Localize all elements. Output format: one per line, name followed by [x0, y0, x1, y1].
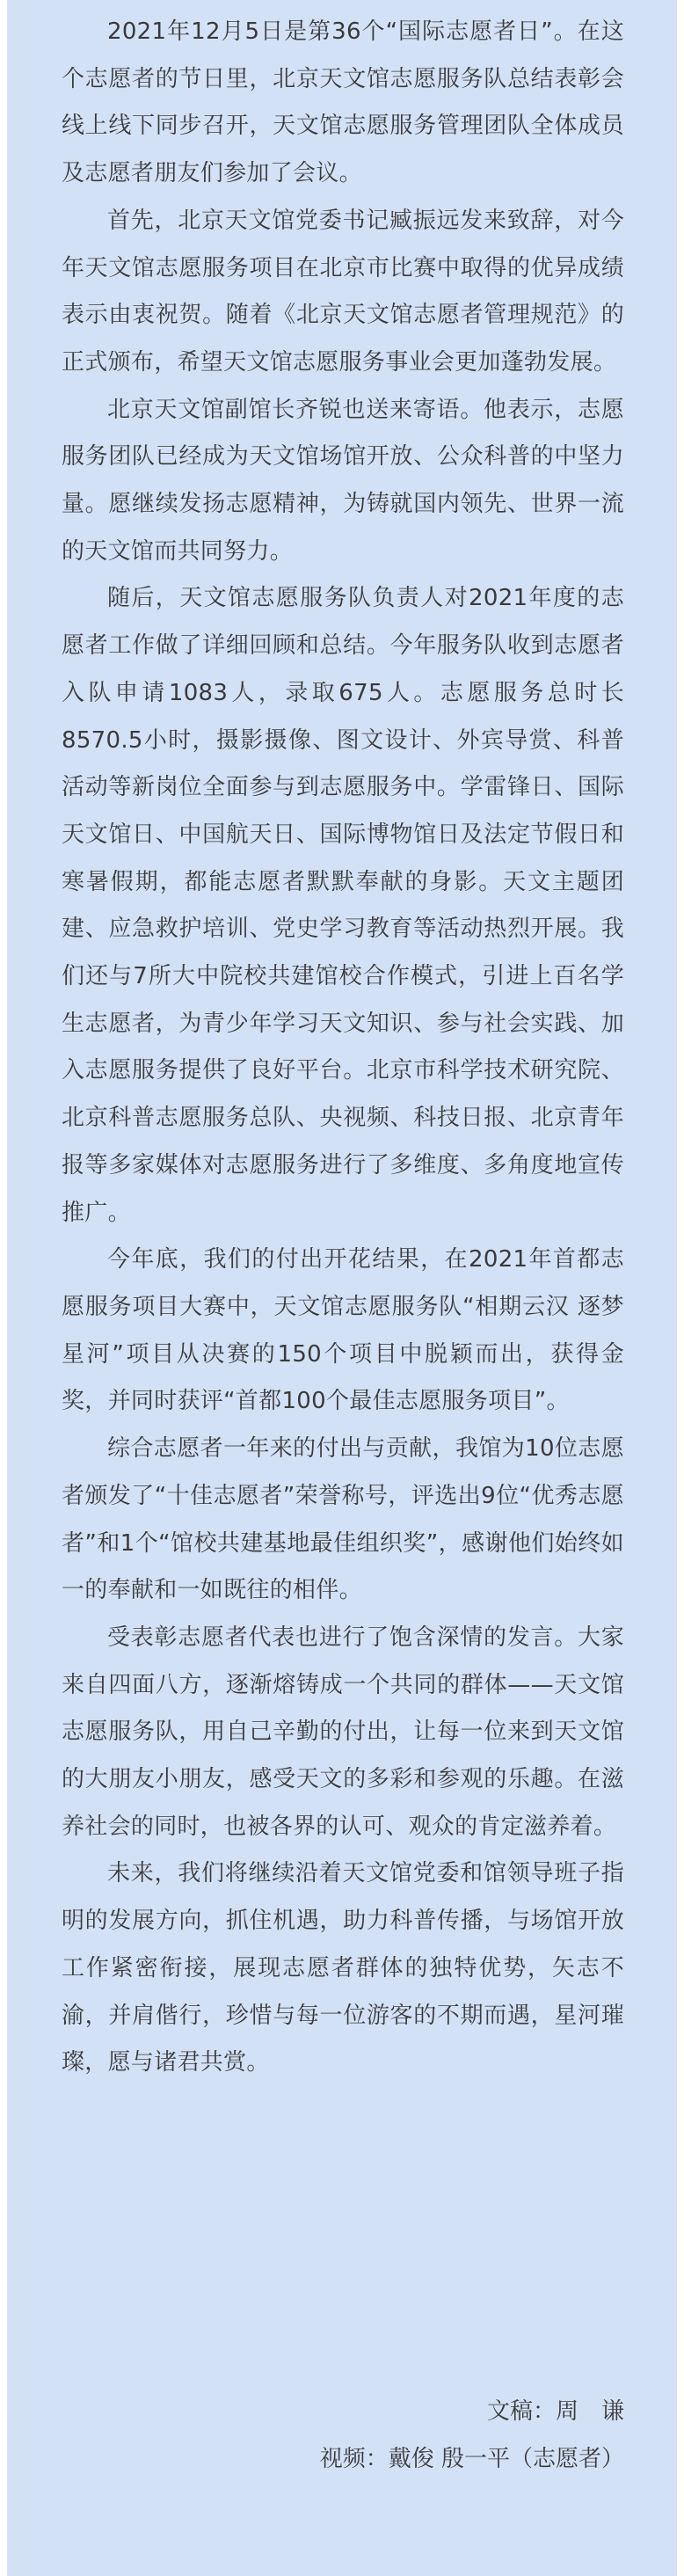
article-panel: [7, 0, 677, 2576]
video-credit: 视频：戴俊 殷一平（志愿者）: [319, 2446, 624, 2472]
paragraph-party-secretary: 首先，北京天文馆党委书记臧振远发来致辞，对今年天文馆志愿服务项目在北京市比赛中取得的优异成绩表示由衷祝贺。随着《北京天文馆志愿者管理规范》的正式颁布，希望天文馆志愿服务事业会更加蓬勃发展。: [62, 207, 624, 376]
paragraph-representative-speech: 受表彰志愿者代表也进行了饱含深情的发言。大家来自四面八方，逐渐熔铸成一个共同的群体——天文馆志愿服务队，用自己辛勤的付出，让每一位来到天文馆的大朋友小朋友，感受天文的多彩和参观的乐趣。在滋养社会的同时，也被各界的认可、观众的肯定滋养着。: [62, 1624, 624, 1840]
text-credit: 文稿：周 谦: [486, 2398, 624, 2425]
paragraph-future: 未来，我们将继续沿着天文馆党委和馆领导班子指明的发展方向，抓住机遇，助力科普传播，与场馆开放工作紧密衔接，展现志愿者群体的独特优势，矢志不渝，并肩偕行，珍惜与每一位游客的不期而遇，星河璀璨，愿与诸君共赏。: [62, 1860, 624, 2076]
article-body: [62, 9, 624, 2087]
paragraph-deputy-director: 北京天文馆副馆长齐锐也送来寄语。他表示，志愿服务团队已经成为天文馆场馆开放、公众科普的中坚力量。愿继续发扬志愿精神，为铸就国内领先、世界一流的天文馆而共同努力。: [62, 396, 624, 565]
paragraph-intro: 2021年12月5日是第36个“国际志愿者日”。在这个志愿者的节日里，北京天文馆志愿服务队总结表彰会线上线下同步召开，天文馆志愿服务管理团队全体成员及志愿者朋友们参加了会议。: [62, 18, 624, 187]
paragraph-honors: 综合志愿者一年来的付出与贡献，我馆为10位志愿者颁发了“十佳志愿者”荣誉称号，评选出9位“优秀志愿者”和1个“馆校共建基地最佳组织奖”，感谢他们始终如一的奉献和一如既往的相伴。: [62, 1435, 624, 1604]
paragraph-annual-review: 随后，天文馆志愿服务队负责人对2021年度的志愿者工作做了详细回顾和总结。今年服务队收到志愿者入队申请1083人，录取675人。志愿服务总时长8570.5小时，摄影摄像、图文设计、外宾导赏、科普活动等新岗位全面参与到志愿服务中。学雷锋日、国际天文馆日、中国航天日、国际博物馆日及法定节假日和寒暑假期，都能志愿者默默奉献的身影。天文主题团建、应急救护培训、党史学习教育等活动热烈开展。我们还与7所大中院校共建馆校合作模式，引进上百名学生志愿者，为青少年学习天文知识、参与社会实践、加入志愿服务提供了良好平台。北京市科学技术研究院、北京科普志愿服务总队、央视频、科技日报、北京青年报等多家媒体对志愿服务进行了多维度、多角度地宣传推广。: [62, 585, 624, 1226]
paragraph-award: 今年底，我们的付出开花结果，在2021年首都志愿服务项目大赛中，天文馆志愿服务队“相期云汉 逐梦星河”项目从决赛的150个项目中脱颖而出，获得金奖，并同时获评“首都100个最佳志愿服务项目”。: [62, 1246, 624, 1415]
credits: [320, 2388, 624, 2483]
